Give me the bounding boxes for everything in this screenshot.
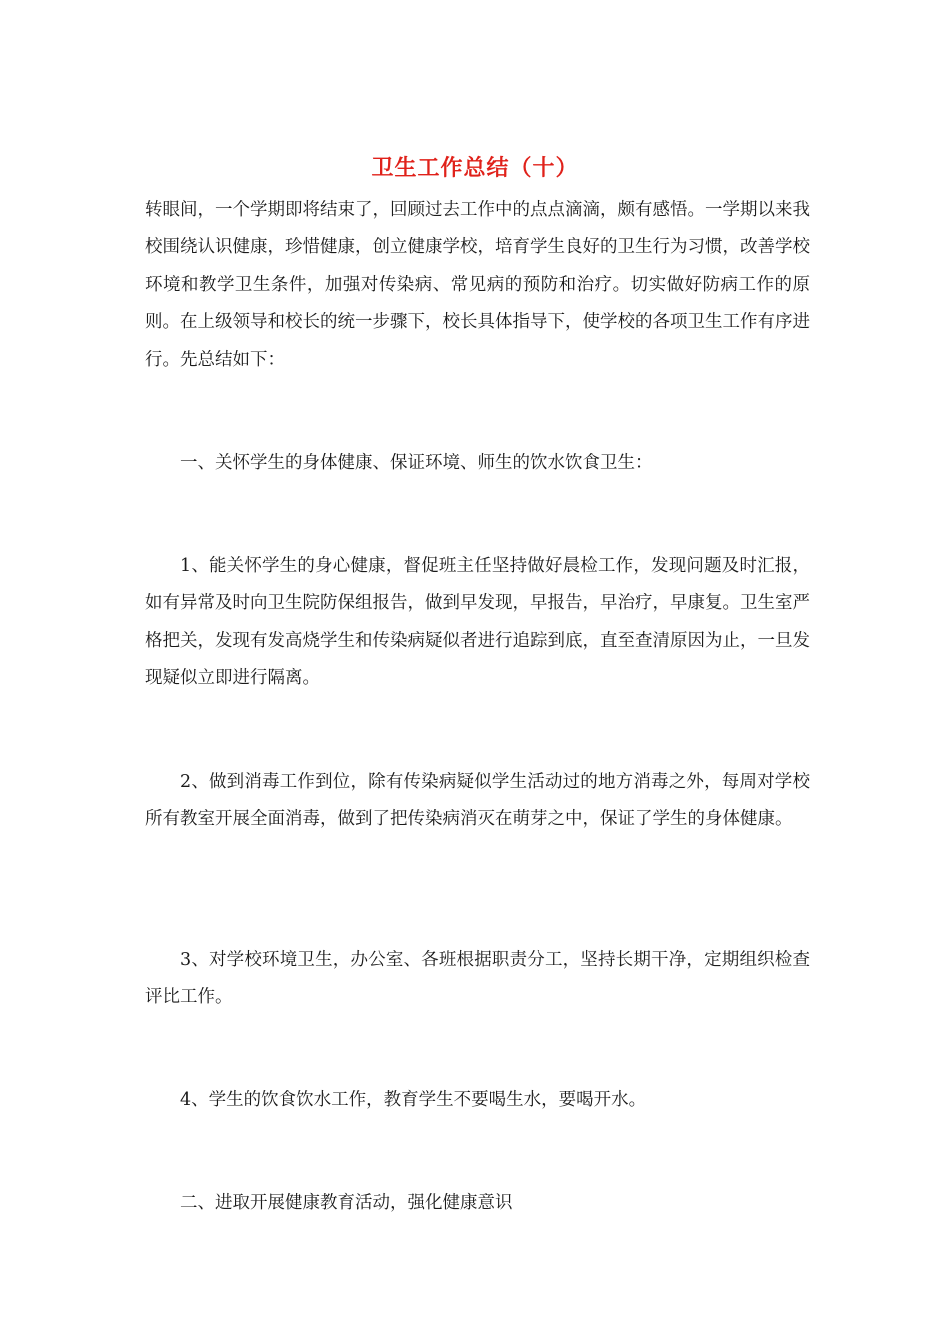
section-heading-2: 二、进取开展健康教育活动，强化健康意识 — [180, 1193, 513, 1213]
document-title: 卫生工作总结（十） — [371, 155, 579, 181]
intro-paragraph: 转眼间，一个学期即将结束了，回顾过去工作中的点点滴滴，颇有感悟。一学期以来我校围绕认识健康，珍惜健康，创立健康学校，培育学生良好的卫生行为习惯，改善学校环境和教学卫生条件，加强对传染病、常见病的预防和治疗。切实做好防病工作的原则。在上级领导和校长的统一步骤下，校长具体指导下，使学校的各项卫生工作有序进行。先总结如下： — [145, 200, 810, 370]
paragraph-item-4: 4、学生的饮食饮水工作，教育学生不要喝生水，要喝开水。 — [180, 1090, 647, 1110]
paragraph-item-2: 2、做到消毒工作到位，除有传染病疑似学生活动过的地方消毒之外，每周对学校所有教室开展全面消毒，做到了把传染病消灭在萌芽之中，保证了学生的身体健康。 — [145, 772, 810, 830]
paragraph-item-1: 1、能关怀学生的身心健康，督促班主任坚持做好晨检工作，发现问题及时汇报，如有异常及时向卫生院防保组报告，做到早发现，早报告，早治疗，早康复。卫生室严格把关，发现有发高烧学生和传染病疑似者进行追踪到底，直至查清原因为止，一旦发现疑似立即进行隔离。 — [145, 556, 810, 689]
paragraph-item-3: 3、对学校环境卫生，办公室、各班根据职责分工，坚持长期干净，定期组织检查评比工作。 — [145, 950, 810, 1008]
section-heading-1: 一、关怀学生的身体健康、保证环境、师生的饮水饮食卫生： — [180, 453, 653, 473]
